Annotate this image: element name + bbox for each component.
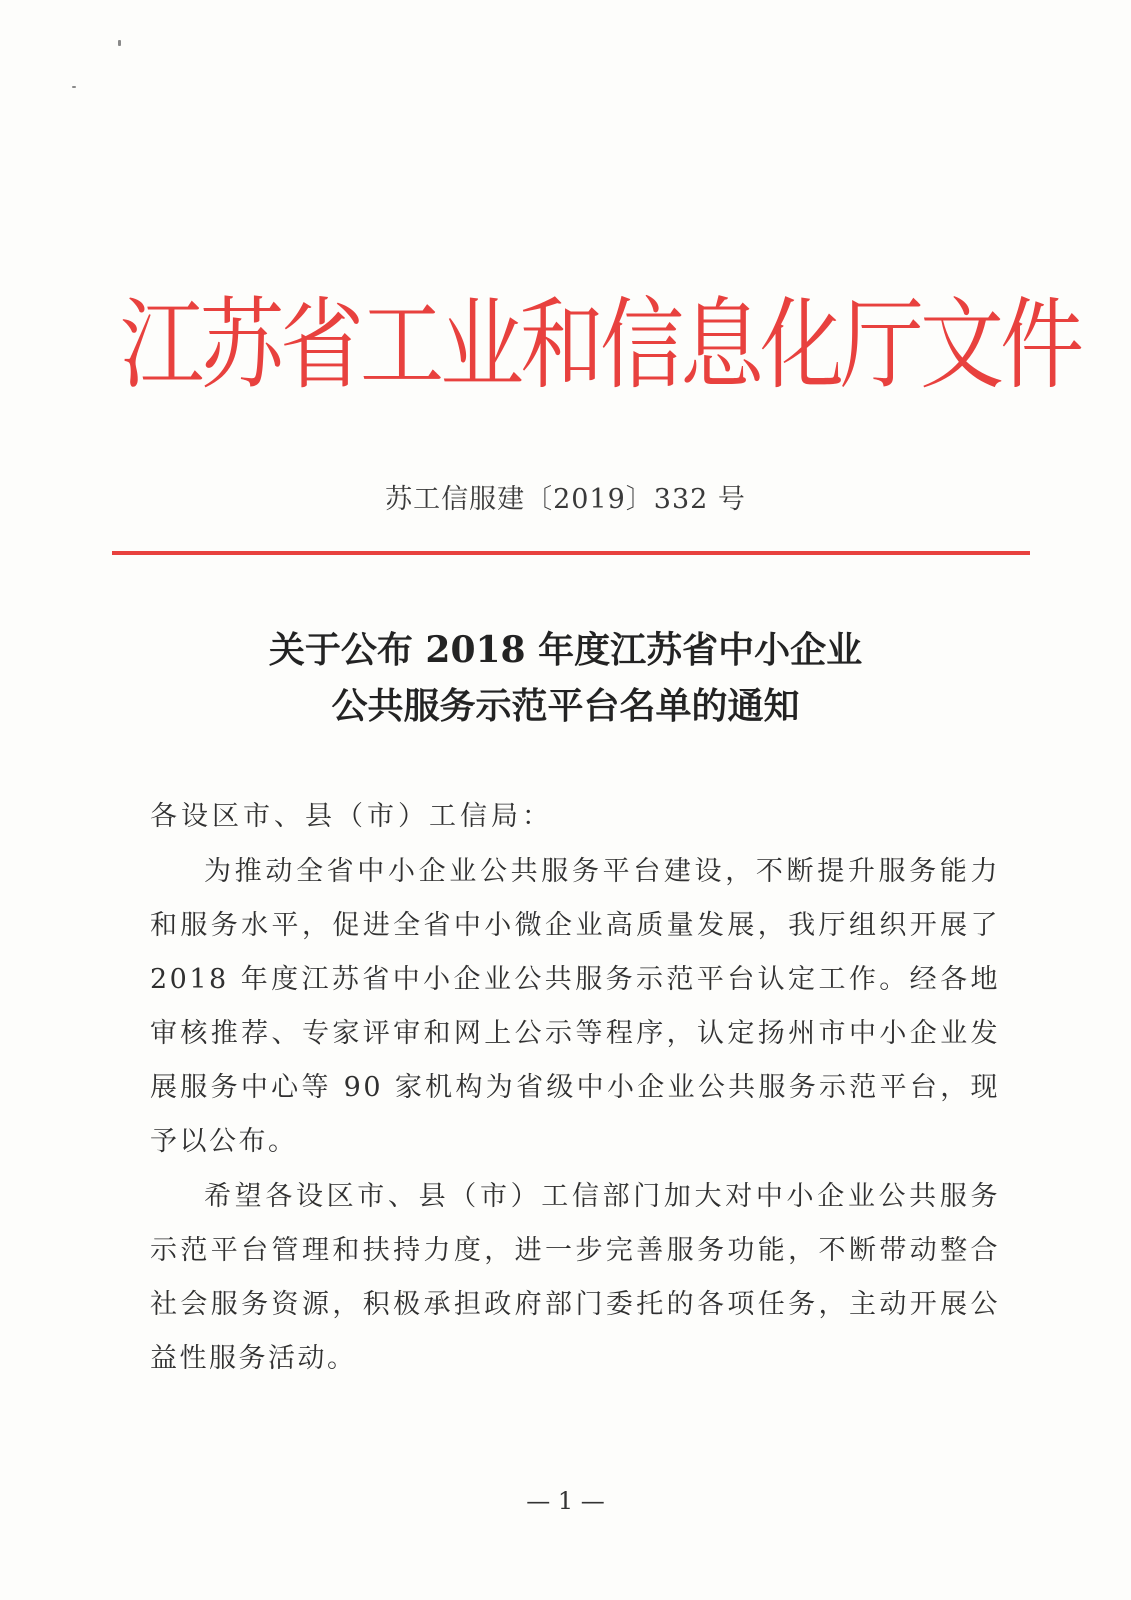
- body-paragraph-2: 希望各设区市、县（市）工信部门加大对中小企业公共服务示范平台管理和扶持力度，进一步完善服务功能，不断带动整合社会服务资源，积极承担政府部门委托的各项任务，主动开展公益性服务活动。: [150, 1181, 1000, 1374]
- page-number: — 1 —: [526, 1487, 605, 1515]
- red-divider-line: [112, 551, 1030, 555]
- scan-speck: [118, 40, 121, 46]
- issuer-title: 江苏省工业和信息化厅文件: [120, 287, 1081, 403]
- notice-title-line-2: 公共服务示范平台名单的通知: [331, 685, 800, 727]
- salutation: 各设区市、县（市）工信局：: [150, 801, 553, 832]
- document-number: 苏工信服建〔2019〕332 号: [385, 484, 746, 515]
- scan-speck: [72, 86, 76, 88]
- notice-title-line-1: 关于公布 2018 年度江苏省中小企业: [268, 629, 863, 671]
- body-paragraph-1: 为推动全省中小企业公共服务平台建设，不断提升服务能力和服务水平，促进全省中小微企业高质量发展，我厅组织开展了2018 年度江苏省中小企业公共服务示范平台认定工作。经各地审核推荐、专家评审和网上公示等程序，认定扬州市中小企业发展服务中心等 90 家机构为省级中小企业公共服务示范平台，现予以公布。: [150, 856, 1000, 1157]
